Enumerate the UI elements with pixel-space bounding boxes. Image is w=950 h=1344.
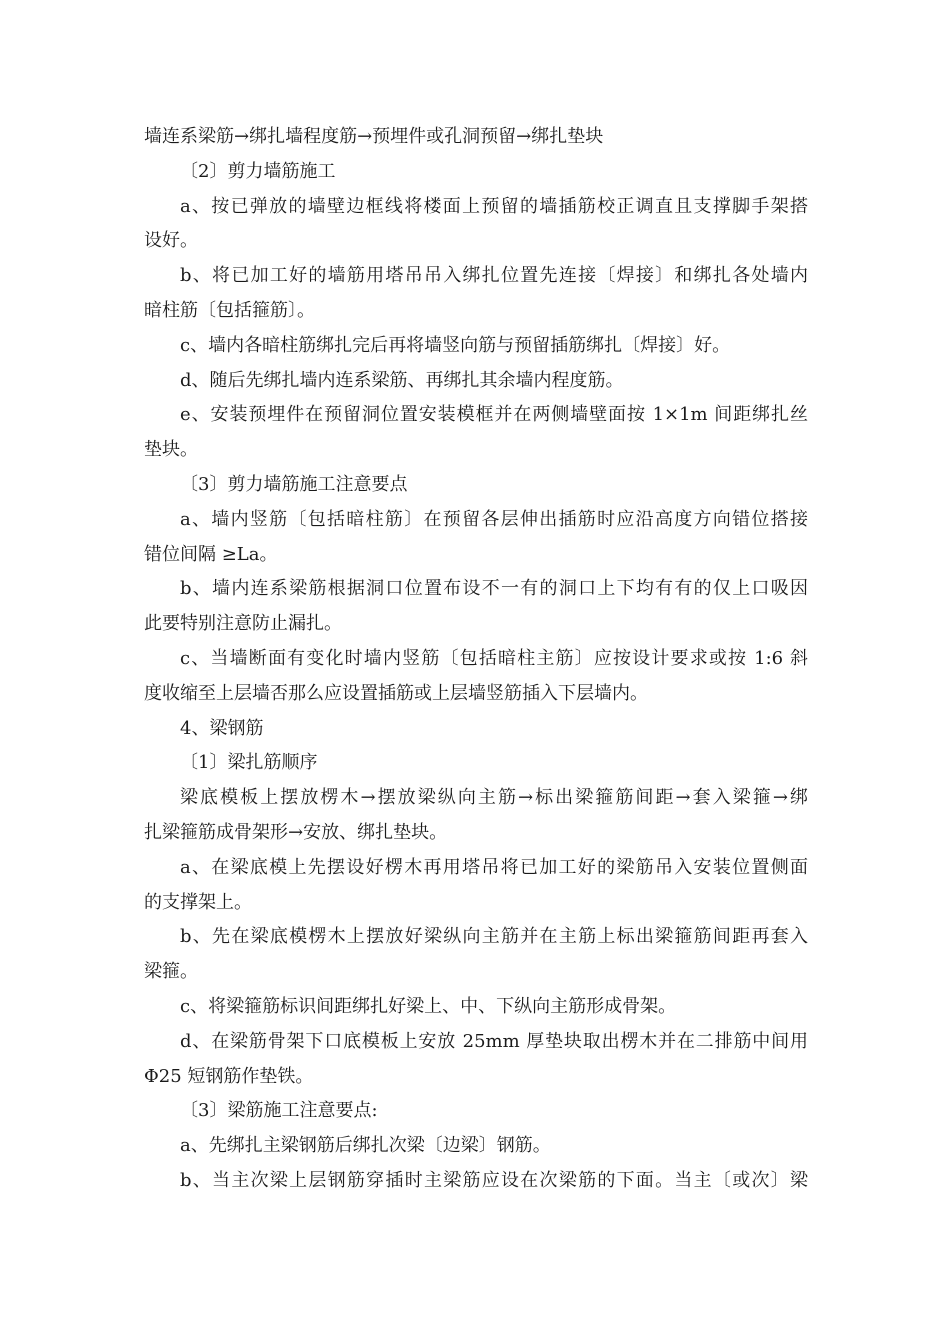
text-line: d、随后先绑扎墙内连系梁筋、再绑扎其余墙内程度筋。: [180, 369, 624, 391]
text-line: 此要特别注意防止漏扎。: [144, 613, 342, 635]
text-line: 墙连系梁筋→绑扎墙程度筋→预埋件或孔洞预留→绑扎垫块: [144, 126, 604, 147]
section-heading: 4、梁钢筋: [180, 717, 264, 739]
text-line: 暗柱筋〔包括箍筋〕。: [144, 299, 315, 321]
text-line: c、将梁箍筋标识间距绑扎好梁上、中、下纵向主筋形成骨架。: [180, 995, 677, 1017]
text-line: a、先绑扎主梁钢筋后绑扎次梁〔边梁〕钢筋。: [180, 1135, 551, 1157]
text-line: Φ25 短钢筋作垫铁。: [144, 1065, 314, 1087]
text-line: c、当墙断面有变化时墙内竖筋〔包括暗柱主筋〕应按设计要求或按 1:6 斜: [180, 647, 808, 669]
text-line: c、墙内各暗柱筋绑扎完后再将墙竖向筋与预留插筋绑扎〔焊接〕好。: [180, 334, 731, 356]
document-body: [144, 120, 808, 1199]
text-line: 的支撑架上。: [144, 891, 252, 913]
text-line: 垫块。: [144, 439, 198, 461]
section-heading: 〔3〕梁筋施工注意要点:: [180, 1100, 378, 1122]
text-line: b、当主次梁上层钢筋穿插时主梁筋应设在次梁筋的下面。当主〔或次〕梁: [180, 1169, 808, 1191]
text-line: 梁箍。: [144, 961, 198, 983]
text-line: b、墙内连系梁筋根据洞口位置布设不一有的洞口上下均有有的仅上口吸因: [180, 578, 808, 600]
text-line: a、在梁底模上先摆设好楞木再用塔吊将已加工好的梁筋吊入安装位置侧面: [180, 856, 808, 878]
text-line: 扎梁箍筋成骨架形→安放、绑扎垫块。: [144, 821, 448, 843]
text-line: d、在梁筋骨架下口底模板上安放 25mm 厚垫块取出楞木并在二排筋中间用: [180, 1030, 808, 1052]
text-line: a、墙内竖筋〔包括暗柱筋〕在预留各层伸出插筋时应沿高度方向错位搭接: [180, 508, 808, 530]
text-line: b、将已加工好的墙筋用塔吊吊入绑扎位置先连接〔焊接〕和绑扎各处墙内: [180, 265, 808, 287]
text-line: 错位间隔 ≥La。: [144, 543, 278, 565]
section-heading: 〔1〕梁扎筋顺序: [180, 752, 318, 774]
section-heading: 〔2〕剪力墙筋施工: [180, 160, 336, 182]
text-line: a、按已弹放的墙壁边框线将楼面上预留的墙插筋校正调直且支撑脚手架搭: [180, 195, 808, 217]
text-line: 梁底模板上摆放楞木→摆放梁纵向主筋→标出梁箍筋间距→套入梁箍→绑: [180, 787, 808, 809]
section-heading: 〔3〕剪力墙筋施工注意要点: [180, 473, 408, 495]
text-line: 设好。: [144, 230, 198, 252]
text-line: e、安装预埋件在预留洞位置安装模框并在两侧墙壁面按 1×1m 间距绑扎丝: [180, 404, 808, 426]
text-line: 度收缩至上层墙否那么应设置插筋或上层墙竖筋插入下层墙内。: [144, 682, 648, 704]
text-line: b、先在梁底模楞木上摆放好梁纵向主筋并在主筋上标出梁箍筋间距再套入: [180, 926, 808, 948]
